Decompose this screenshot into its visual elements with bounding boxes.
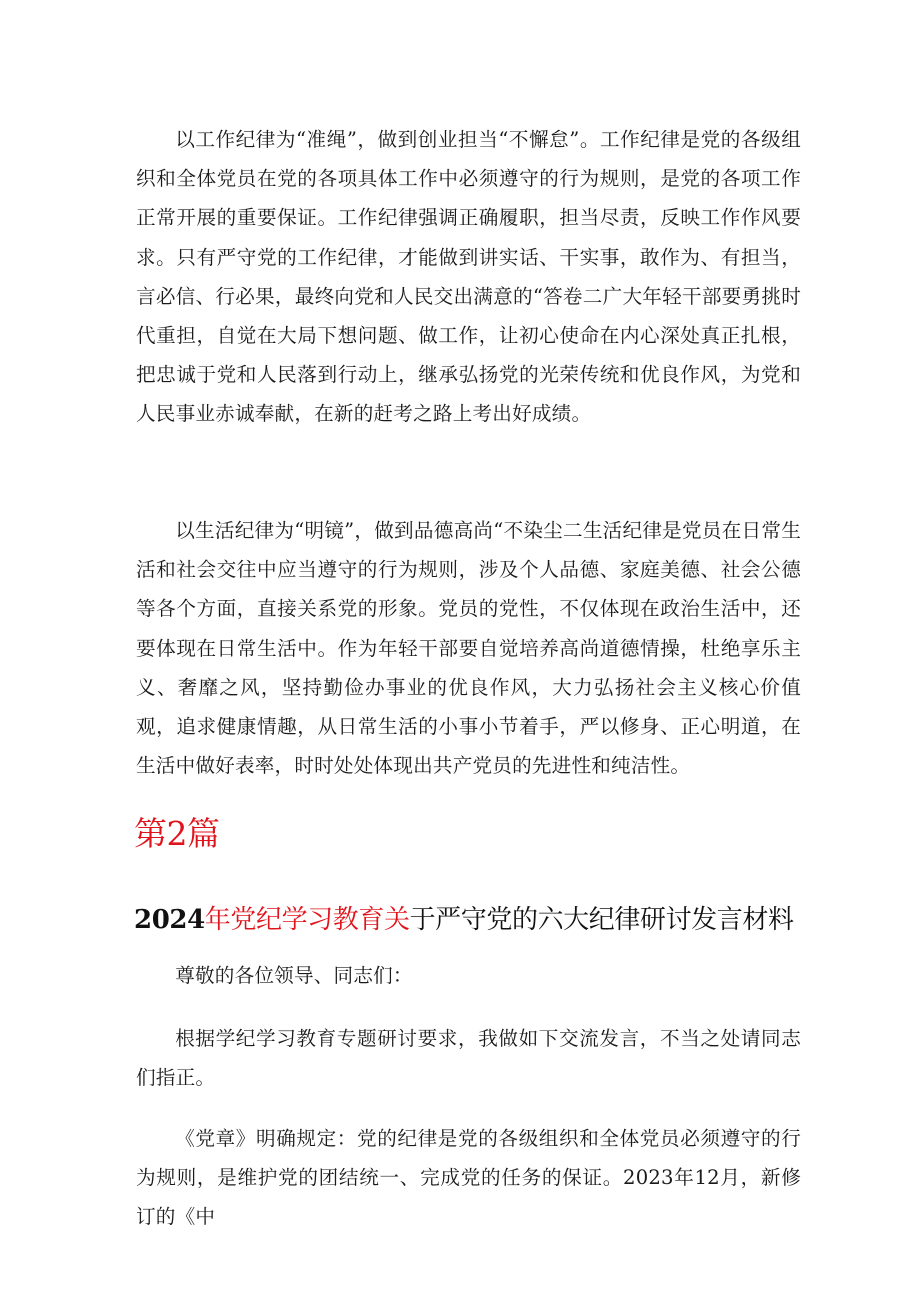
paragraph-work-discipline: 以工作纪律为“准绳”，做到创业担当“不懈怠”。工作纪律是党的各级组织和全体党员在党的各项具体工作中必须遵守的行为规则，是党的各项工作正常开展的重要保证。工作纪律强调正确履职，担当尽责，反映工作作风要求。只有严守党的工作纪律，才能做到讲实话、干实事，敢作为、有担当，言必信、行必果，最终向党和人民交出满意的“答卷二广大年轻干部要勇挑时代重担，自觉在大局下想问题、做工作，让初心使命在内心深处真正扎根，把忠诚于党和人民落到行动上，继承弘扬党的光荣传统和优良作风，为党和人民事业赤诚奉献，在新的赶考之路上考出好成绩。	[136, 128, 801, 426]
paragraph-intro: 根据学纪学习教育专题研讨要求，我做如下交流发言，不当之处请同志们指正。	[136, 1027, 801, 1090]
greeting: 尊敬的各位领导、同志们：	[175, 964, 413, 987]
paragraph-life-discipline: 以生活纪律为“明镜”，做到品德高尚“不染尘二生活纪律是党员在日常生活和社会交往中应当遵守的行为规则，涉及个人品德、家庭美德、社会公德等各个方面，直接关系党的形象。党员的党性，不仅体现在政治生活中，还要体现在日常生活中。作为年轻干部要自觉培养高尚道德情操，杜绝享乐主义、奢靡之风，坚持勤俭办事业的优良作风，大力弘扬社会主义核心价值观，追求健康情趣，从日常生活的小事小节着手，严以修身、正心明道，在生活中做好表率，时时处处体现出共产党员的先进性和纯洁性。	[136, 519, 801, 778]
title-red-part: 年党纪学习教育关	[204, 905, 410, 935]
title-year: 2024	[134, 905, 205, 935]
document-title	[134, 900, 794, 940]
section-heading: 第2篇	[134, 814, 220, 853]
title-black-part: 于严守党的六大纪律研讨发言材料	[409, 905, 794, 935]
paragraph-charter: 《党章》明确规定：党的纪律是党的各级组织和全体党员必须遵守的行为规则，是维护党的团结统一、完成党的任务的保证。2023年12月，新修订的《中	[136, 1127, 801, 1229]
